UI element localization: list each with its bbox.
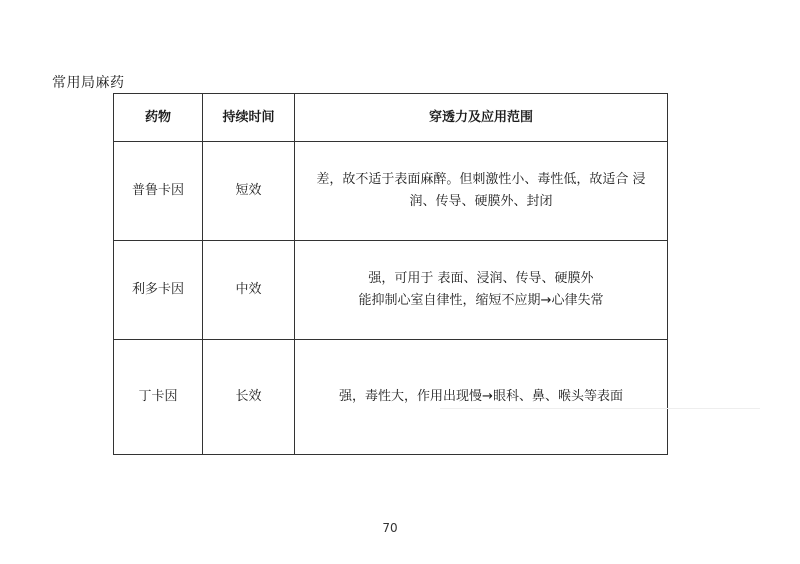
header-range: 穿透力及应用范围	[295, 94, 668, 142]
duration-cell: 长效	[203, 340, 295, 455]
range-cell	[295, 142, 668, 241]
drug-name-cell: 普鲁卡因	[114, 142, 203, 241]
drug-name-cell: 利多卡因	[114, 241, 203, 340]
range-cell	[295, 241, 668, 340]
anesthetics-table	[113, 93, 668, 455]
scan-artifact-line	[440, 408, 760, 409]
table-caption: 常用局麻药	[52, 75, 125, 91]
table-row	[114, 241, 668, 340]
range-text-line: 差，故不适于表面麻醉。但刺激性小、毒性低，故适合 浸	[316, 172, 646, 187]
duration-cell: 中效	[203, 241, 295, 340]
page-number: 70	[382, 521, 398, 535]
range-text-line: 强，可用于 表面、浸润、传导、硬膜外	[368, 271, 594, 286]
range-text-line: 强，毒性大，作用出现慢→眼科、鼻、喉头等表面	[339, 389, 623, 404]
header-drug: 药物	[114, 94, 203, 142]
range-text-line: 润、传导、硬膜外、封闭	[409, 194, 553, 209]
duration-cell: 短效	[203, 142, 295, 241]
range-cell	[295, 340, 668, 455]
table-row	[114, 142, 668, 241]
drug-name-cell: 丁卡因	[114, 340, 203, 455]
header-duration: 持续时间	[203, 94, 295, 142]
table-row	[114, 340, 668, 455]
range-text-line: 能抑制心室自律性，缩短不应期→心律失常	[358, 293, 604, 308]
table-header-row	[114, 94, 668, 142]
